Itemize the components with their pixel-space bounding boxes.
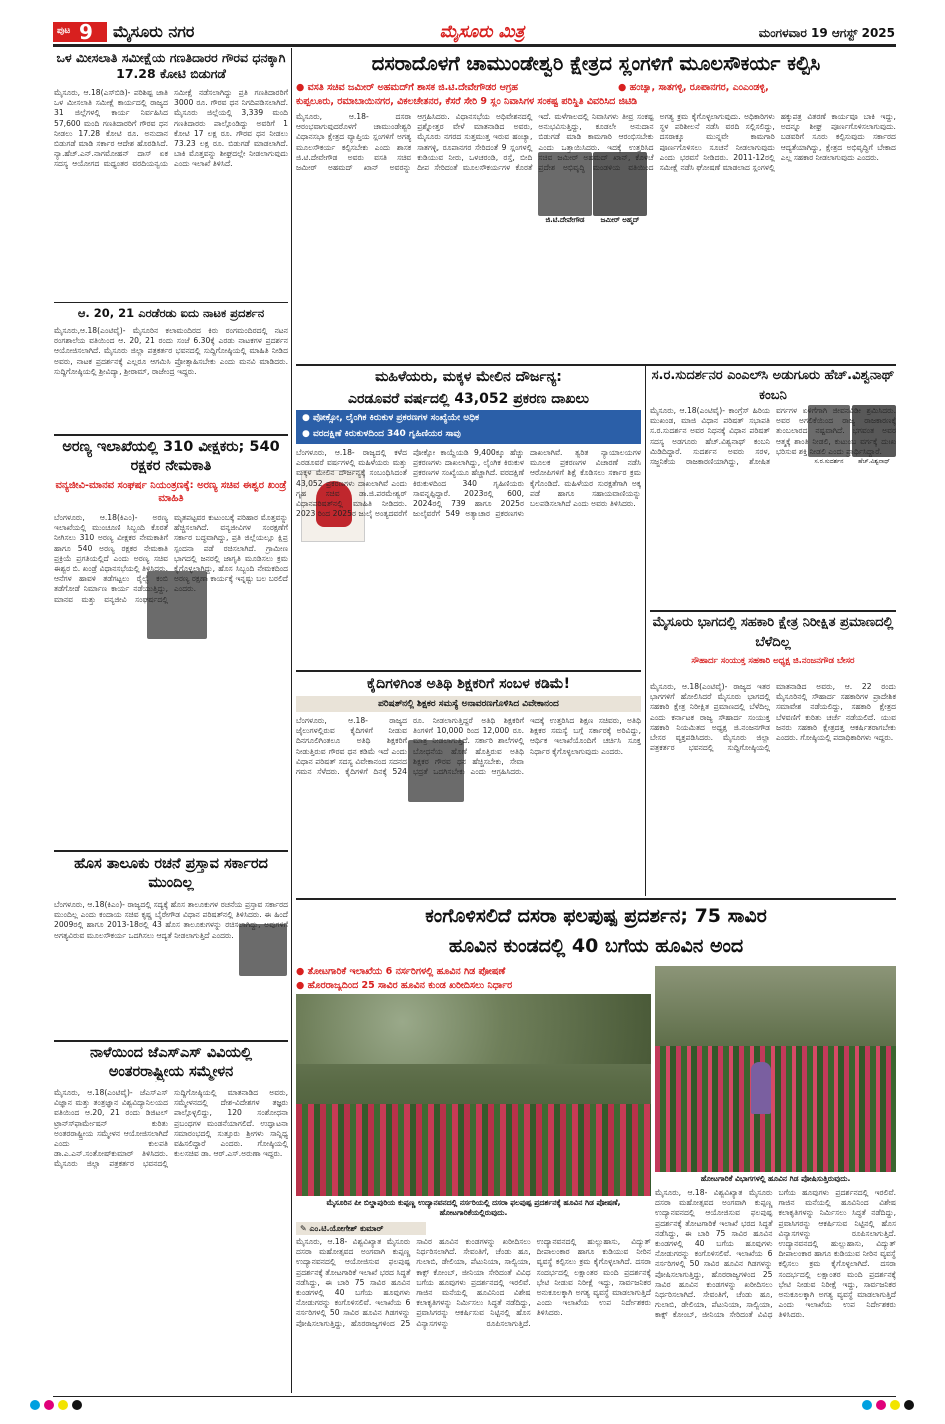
bullet-pocso <box>302 410 641 426</box>
divider <box>54 1040 288 1042</box>
flower-bullet-purchase <box>296 980 651 991</box>
story-subhead-forest: ವನ್ಯಜೀವಿ-ಮಾನವ ಸಂಘರ್ಷ ನಿಯಂತ್ರಣಕ್ಕೆ: ಅರಣ್ಯ ಸಚಿವ ಈಶ್ವರ ಖಂಡ್ರೆ ಮಾಹಿತಿ <box>55 480 287 504</box>
story-body-jss: ಮೈಸೂರು, ಆ.18(ಎಂಟಿವೈ)- ಜೆಎಸ್‍ಎಸ್ ವಿಜ್ಞಾನ ಮತ್ತು ತಂತ್ರಜ್ಞಾನ ವಿಶ್ವವಿದ್ಯಾನಿಲಯದ ವತಿಯಿಂದ ಆ.20, 21 ರಂದು ಡಿಜಿಟಲ್ ಟ್ರಾನ್ಸ್‍ಫಾರ್ಮೇಷನ್ ಕುರಿತು ಅಂತರರಾಷ್ಟ್ರೀಯ ಸಮ್ಮೇಳನ ಆಯೋಜಿಸಲಾಗಿದೆ ಎಂದು ಕುಲಪತಿ ಡಾ.ಎ.ಎನ್.ಸಂತೋಷ್‍ಕುಮಾರ್ ತಿಳಿಸಿದರು. ಮೈಸೂರು ಜಿಲ್ಲಾ ಪತ್ರಕರ್ತರ ಭವನದಲ್ಲಿ ಸುದ್ದಿಗೋಷ್ಠಿಯಲ್ಲಿ ಮಾತನಾಡಿದ ಅವರು, ಸಮ್ಮೇಳನದಲ್ಲಿ ದೇಶ-ವಿದೇಶಗಳ ತಜ್ಞರು ಪಾಲ್ಗೊಳ್ಳಲಿದ್ದು, 120 ಸಂಶೋಧನಾ ಪ್ರಬಂಧಗಳ ಮಂಡನೆಯಾಗಲಿದೆ. ಉದ್ಘಾಟನಾ ಸಮಾರಂಭದಲ್ಲಿ ಸುತ್ತೂರು ಶ್ರೀಗಳು ಸಾನ್ನಿಧ್ಯ ವಹಿಸಲಿದ್ದಾರೆ ಎಂದರು. ಗೋಷ್ಠಿಯಲ್ಲಿ ಕುಲಸಚಿವ ಡಾ. ಆರ್.ಎಸ್.ಅರುಣಾ ಇದ್ದರು. <box>54 1088 288 1169</box>
story-body-forest: ಬೆಂಗಳೂರು, ಆ.18(ಕಿಎಂ)- ಅರಣ್ಯ ಇಲಾಖೆಯಲ್ಲಿ ಮುಂಚೂಣಿ ಸಿಬ್ಬಂದಿ ಕೊರತೆ ನೀಗಿಸಲು 310 ಅರಣ್ಯ ವೀಕ್ಷಕರ ನೇಮಕಾತಿಗೆ ಹಾಗೂ 540 ಅರಣ್ಯ ರಕ್ಷಕರ ನೇಮಕಾತಿ ಪ್ರಕ್ರಿಯೆ ಪ್ರಗತಿಯಲ್ಲಿದೆ ಎಂದು ಅರಣ್ಯ ಸಚಿವ ಈಶ್ವರ ಬಿ. ಖಂಡ್ರೆ ವಿಧಾನಸಭೆಯಲ್ಲಿ ತಿಳಿಸಿದರು. ಆನೆಗಳ ಹಾವಳಿ ತಡೆಗಟ್ಟಲು ರೈಲ್ವೆ ಕಂಬಿ ತಡೆಗೋಡೆ ನಿರ್ಮಾಣ ಕಾರ್ಯ ನಡೆಯುತ್ತಿದ್ದು, ಮಾನವ ಮತ್ತು ವನ್ಯಜೀವಿ ಸಂಘರ್ಷದಲ್ಲಿ ಮೃತಪಟ್ಟವರ ಕುಟುಂಬಕ್ಕೆ ಪರಿಹಾರ ಮೊತ್ತವನ್ನು ಹೆಚ್ಚಿಸಲಾಗಿದೆ. ವನ್ಯಜೀವಿಗಳ ಸಂರಕ್ಷಣೆಗೆ ಸರ್ಕಾರ ಬದ್ಧವಾಗಿದ್ದು, ಪ್ರತಿ ಜಿಲ್ಲೆಯಲ್ಲೂ ಕ್ಷಿಪ್ರ ಸ್ಪಂದನಾ ಪಡೆ ರಚಿಸಲಾಗಿದೆ. ಗ್ರಾಮೀಣ ಭಾಗದಲ್ಲಿ ಜನರಲ್ಲಿ ಜಾಗೃತಿ ಮೂಡಿಸಲು ಕ್ರಮ ಕೈಗೊಳ್ಳಲಾಗಿದ್ದು, ಹೊಸ ಸಿಬ್ಬಂದಿ ನೇಮಕದಿಂದ ಅರಣ್ಯ ರಕ್ಷಣಾ ಕಾರ್ಯಕ್ಕೆ ಇನ್ನಷ್ಟು ಬಲ ಬರಲಿದೆ ಎಂದರು. <box>54 513 288 604</box>
column-divider-right <box>645 366 646 896</box>
bullet-text: ತೋಟಗಾರಿಕೆ ಇಲಾಖೆಯ 6 ನರ್ಸರಿಗಳಲ್ಲಿ ಹೂವಿನ ಗಿಡ ಪೋಷಣೆ <box>307 966 506 977</box>
story-body-obituary: ಮೈಸೂರು, ಆ.18(ಎಂಟಿವೈ)- ಕಾಂಗ್ರೆಸ್ ಹಿರಿಯ ಮುಖಂಡ, ಮಾಜಿ ವಿಧಾನ ಪರಿಷತ್ ಸಭಾಪತಿ ಸ.ರ.ಸುದರ್ಶನ ಅವರ ನಿಧನಕ್ಕೆ ವಿಧಾನ ಪರಿಷತ್ ಸದಸ್ಯ ಅಡಗೂರು ಹೆಚ್.ವಿಶ್ವನಾಥ್ ಕಂಬನಿ ಮಿಡಿದಿದ್ದಾರೆ. ಸುದರ್ಶನ ಅವರು ಸರಳ, ಸಜ್ಜನಿಕೆಯ ರಾಜಕಾರಣಿಯಾಗಿದ್ದು, ಶೋಷಿತ ವರ್ಗಗಳ ಏಳಿಗೆಗಾಗಿ ಜೀವನವಿಡೀ ಶ್ರಮಿಸಿದರು. ಅವರ ಅಗಲಿಕೆಯಿಂದ ರಾಜ್ಯ ರಾಜಕಾರಣಕ್ಕೆ ತುಂಬಲಾರದ ನಷ್ಟವಾಗಿದೆ. ಭಗವಂತ ಅವರ ಆತ್ಮಕ್ಕೆ ಶಾಂತಿ ನೀಡಲಿ, ಕುಟುಂಬ ವರ್ಗಕ್ಕೆ ದುಃಖ ಭರಿಸುವ ಶಕ್ತಿ ನೀಡಲಿ ಎಂದು ಪ್ರಾರ್ಥಿಸಿದ್ದಾರೆ. <box>650 406 896 467</box>
masthead-rule <box>53 44 896 47</box>
registration-mark-cyan <box>862 1400 872 1410</box>
bullet-text: ಹೊರರಾಜ್ಯದಿಂದ 25 ಸಾವಿರ ಹೂವಿನ ಕುಂಡ ಖರೀದಿಸಲು ನಿರ್ಧಾರ <box>307 980 513 991</box>
divider <box>54 434 288 436</box>
bullet-icon: ● <box>296 980 308 991</box>
story-headline-jss: ನಾಳೆಯಿಂದ ಜೆಎಸ್‍ಎಸ್ ವಿವಿಯಲ್ಲಿ ಅಂತರರಾಷ್ಟ್ರೀಯ ಸಮ್ಮೇಳನ <box>89 1045 253 1080</box>
registration-mark-magenta <box>876 1400 886 1410</box>
flower-bed <box>296 1104 651 1196</box>
bullet-text: ಹಂಚ್ಯಾ, ಸಾತಗಳ್ಳಿ, ರೂಪಾನಗರ, ಎಂಎಂಡಳ್ಳಿ, <box>629 82 769 93</box>
byline-name: ಎಂ.ಟಿ.ಯೋಗೇಶ್ ಕುಮಾರ್ <box>309 1224 384 1233</box>
page-number-badge <box>53 22 107 42</box>
story-headline-forest: ಅರಣ್ಯ ಇಲಾಖೆಯಲ್ಲಿ 310 ವೀಕ್ಷಕರು; 540 ರಕ್ಷಕರ ನೇಮಕಾತಿ <box>62 439 280 474</box>
bullet-icon: ● <box>302 429 313 439</box>
bullet-dowry-text: ವರದಕ್ಷಿಣೆ ಕಿರುಕುಳದಿಂದ 340 ಗೃಹಿಣಿಯರ ಸಾವು <box>313 429 461 439</box>
story-body-atrocity: ಬೆಂಗಳೂರು, ಆ.18- ರಾಜ್ಯದಲ್ಲಿ ಕಳೆದ ಎರಡೂವರೆ ವರ್ಷಗಳಲ್ಲಿ ಮಹಿಳೆಯರು ಮತ್ತು ಮಕ್ಕಳ ಮೇಲಿನ ದೌರ್ಜನ್ಯಕ್ಕೆ ಸಂಬಂಧಿಸಿದಂತೆ 43,052 ಪ್ರಕರಣಗಳು ದಾಖಲಾಗಿವೆ ಎಂದು ಗೃಹ ಸಚಿವ ಡಾ.ಜಿ.ಪರಮೇಶ್ವರ್ ವಿಧಾನಪರಿಷತ್‍ನಲ್ಲಿ ಮಾಹಿತಿ ನೀಡಿದರು. 2023 ರಿಂದ 2025ರ ಜುಲೈ ಅಂತ್ಯದವರೆಗೆ ಪೋಕ್ಸೋ ಕಾಯ್ದೆಯಡಿ 9,400ಕ್ಕೂ ಹೆಚ್ಚು ಪ್ರಕರಣಗಳು ದಾಖಲಾಗಿದ್ದು, ಲೈಂಗಿಕ ಕಿರುಕುಳ ಪ್ರಕರಣಗಳ ಸಂಖ್ಯೆಯೂ ಹೆಚ್ಚಾಗಿದೆ. ವರದಕ್ಷಿಣೆ ಕಿರುಕುಳದಿಂದ 340 ಗೃಹಿಣಿಯರು ಸಾವನ್ನಪ್ಪಿದ್ದಾರೆ. 2023ರಲ್ಲಿ 600, 2024ರಲ್ಲಿ 739 ಹಾಗೂ 2025ರ ಜುಲೈವರೆಗೆ 549 ಅತ್ಯಾಚಾರ ಪ್ರಕರಣಗಳು ದಾಖಲಾಗಿವೆ. ತ್ವರಿತ ನ್ಯಾಯಾಲಯಗಳ ಮೂಲಕ ಪ್ರಕರಣಗಳ ವಿಚಾರಣೆ ನಡೆಸಿ ಆರೋಪಿಗಳಿಗೆ ಶಿಕ್ಷೆ ಕೊಡಿಸಲು ಸರ್ಕಾರ ಕ್ರಮ ಕೈಗೊಂಡಿದೆ. ಮಹಿಳೆಯರ ಸುರಕ್ಷತೆಗಾಗಿ ಅಕ್ಕ ಪಡೆ ಹಾಗೂ ಸಹಾಯವಾಣಿಯನ್ನು ಬಲಪಡಿಸಲಾಗಿದೆ ಎಂದು ಅವರು ತಿಳಿಸಿದರು. <box>296 448 641 519</box>
worker-figure <box>751 1062 771 1114</box>
masthead <box>0 0 945 44</box>
lead-body-slum: ಮೈಸೂರು, ಆ.18- ದಸರಾ ಆರಂಭವಾಗುವುದರೊಳಗೆ ಚಾಮುಂಡೇಶ್ವರಿ ವಿಧಾನಸಭಾ ಕ್ಷೇತ್ರದ ವ್ಯಾಪ್ತಿಯ ಸ್ಲಂಗಳಿಗೆ ಅಗತ್ಯ ಮೂಲಸೌಕರ್ಯ ಕಲ್ಪಿಸಬೇಕು ಎಂದು ಶಾಸಕ ಜಿ.ಟಿ.ದೇವೇಗೌಡ ಅವರು ವಸತಿ ಸಚಿವ ಜಮೀರ್ ಅಹಮದ್ ಖಾನ್ ಅವರನ್ನು ಆಗ್ರಹಿಸಿದರು. ವಿಧಾನಸಭೆಯ ಅಧಿವೇಶನದಲ್ಲಿ ಪ್ರಶ್ನೋತ್ತರ ವೇಳೆ ಮಾತನಾಡಿದ ಅವರು, ಮೈಸೂರು ನಗರದ ಸುತ್ತಮುತ್ತ ಇರುವ ಹಂಚ್ಯಾ, ಸಾತಗಳ್ಳಿ, ರೂಪಾನಗರ ಸೇರಿದಂತೆ 9 ಸ್ಲಂಗಳಲ್ಲಿ ಕುಡಿಯುವ ನೀರು, ಒಳಚರಂಡಿ, ರಸ್ತೆ, ಬೀದಿ ದೀಪ ಸೇರಿದಂತೆ ಮೂಲಸೌಕರ್ಯಗಳ ಕೊರತೆ ಇದೆ. ಮಳೆಗಾಲದಲ್ಲಿ ನಿವಾಸಿಗಳು ತೀವ್ರ ಸಂಕಷ್ಟ ಅನುಭವಿಸುತ್ತಿದ್ದು, ಕೂಡಲೇ ಅನುದಾನ ಬಿಡುಗಡೆ ಮಾಡಿ ಕಾಮಗಾರಿ ಆರಂಭಿಸಬೇಕು ಎಂದು ಒತ್ತಾಯಿಸಿದರು. ಇದಕ್ಕೆ ಉತ್ತರಿಸಿದ ಸಚಿವ ಜಮೀರ್ ಅಹಮದ್ ಖಾನ್, ಕೊಳಚೆ ಪ್ರದೇಶ ಅಭಿವೃದ್ಧಿ ಮಂಡಳಿಯ ವತಿಯಿಂದ ಅಗತ್ಯ ಕ್ರಮ ಕೈಗೊಳ್ಳಲಾಗುವುದು. ಅಧಿಕಾರಿಗಳು ಸ್ಥಳ ಪರಿಶೀಲನೆ ನಡೆಸಿ ವರದಿ ಸಲ್ಲಿಸಲಿದ್ದು, ದಸರಾಕ್ಕೂ ಮುನ್ನವೇ ಕಾಮಗಾರಿ ಪೂರ್ಣಗೊಳಿಸಲು ಸೂಚನೆ ನೀಡಲಾಗುವುದು ಎಂದು ಭರವಸೆ ನೀಡಿದರು. 2011-12ರಲ್ಲಿ ಸಮೀಕ್ಷೆ ನಡೆಸಿ ಘೋಷಣೆ ಮಾಡಲಾದ ಸ್ಲಂಗಳಲ್ಲಿ ಹಕ್ಕುಪತ್ರ ವಿತರಣೆ ಕಾರ್ಯವೂ ಬಾಕಿ ಇದ್ದು, ಅದನ್ನೂ ಶೀಘ್ರ ಪೂರ್ಣಗೊಳಿಸಲಾಗುವುದು. ಬಡವರಿಗೆ ಸೂರು ಕಲ್ಪಿಸುವುದು ಸರ್ಕಾರದ ಆದ್ಯತೆಯಾಗಿದ್ದು, ಕ್ಷೇತ್ರದ ಅಭಿವೃದ್ಧಿಗೆ ಬೇಕಾದ ಎಲ್ಲ ಸಹಕಾರ ನೀಡಲಾಗುವುದು ಎಂದರು. <box>296 112 896 173</box>
divider <box>296 670 641 672</box>
story-subhead-guest-teachers: ಪರಿಷತ್‍ನಲ್ಲಿ ಶಿಕ್ಷಕರ ಸಮಸ್ಯೆ ಅನಾವರಣಗೊಳಿಸಿದ ವಿವೇಕಾನಂದ <box>296 696 641 712</box>
registration-mark-cyan <box>30 1400 40 1410</box>
bullet-icon: ● <box>296 966 308 977</box>
story-headline-drama: ಆ. 20, 21 ಎರಡೆರಡು ಐದು ನಾಟಕ ಪ್ರದರ್ಶನ <box>77 306 265 320</box>
tree-canopy <box>296 994 651 1064</box>
divider <box>650 610 896 612</box>
story-headline-cooperative: ಮೈಸೂರು ಭಾಗದಲ್ಲಿ ಸಹಕಾರಿ ಕ್ಷೇತ್ರ ನಿರೀಕ್ಷಿತ ಪ್ರಮಾಣದಲ್ಲಿ ಬೆಳೆದಿಲ್ಲ <box>652 615 894 650</box>
column-divider-left <box>291 48 292 1393</box>
divider <box>296 898 896 900</box>
story-body-guest-teachers: ಬೆಂಗಳೂರು, ಆ.18- ರಾಜ್ಯದ ಜೈಲುಗಳಲ್ಲಿರುವ ಕೈದಿಗಳಿಗೆ ನೀಡುವ ದಿನಗೂಲಿಗಿಂತಲೂ ಅತಿಥಿ ಶಿಕ್ಷಕರಿಗೆ ನೀಡುತ್ತಿರುವ ಗೌರವ ಧನ ಕಡಿಮೆ ಇದೆ ಎಂದು ವಿಧಾನ ಪರಿಷತ್ ಸದಸ್ಯ ವಿವೇಕಾನಂದ ಸದನದ ಗಮನ ಸೆಳೆದರು. ಕೈದಿಗಳಿಗೆ ದಿನಕ್ಕೆ 524 ರೂ. ನೀಡಲಾಗುತ್ತಿದ್ದರೆ ಅತಿಥಿ ಶಿಕ್ಷಕರಿಗೆ ತಿಂಗಳಿಗೆ 10,000 ರಿಂದ 12,000 ರೂ. ಮಾತ್ರ ನೀಡಲಾಗುತ್ತಿದೆ. ಸರ್ಕಾರಿ ಶಾಲೆಗಳಲ್ಲಿ ಬೋಧನೆಯ ಹೊಣೆ ಹೊತ್ತಿರುವ ಅತಿಥಿ ಶಿಕ್ಷಕರ ಗೌರವ ಧನ ಹೆಚ್ಚಿಸಬೇಕು, ಸೇವಾ ಭದ್ರತೆ ಒದಗಿಸಬೇಕು ಎಂದು ಆಗ್ರಹಿಸಿದರು. ಇದಕ್ಕೆ ಉತ್ತರಿಸಿದ ಶಿಕ್ಷಣ ಸಚಿವರು, ಅತಿಥಿ ಶಿಕ್ಷಕರ ಸಮಸ್ಯೆ ಬಗ್ಗೆ ಸರ್ಕಾರಕ್ಕೆ ಅರಿವಿದ್ದು, ಆರ್ಥಿಕ ಇಲಾಖೆಯೊಂದಿಗೆ ಚರ್ಚಿಸಿ ಸೂಕ್ತ ನಿರ್ಧಾರ ಕೈಗೊಳ್ಳಲಾಗುವುದು ಎಂದರು. <box>296 716 641 777</box>
byline <box>296 1222 426 1235</box>
bullet-text: ವಸತಿ ಸಚಿವ ಜಮೀರ್ ಅಹಮದ್‍ಗೆ ಶಾಸಕ ಜಿ.ಟಿ.ದೇವೇಗೌಡರ ಆಗ್ರಹ <box>307 82 518 93</box>
registration-mark-black <box>72 1400 82 1410</box>
headline-line-2: ಹೂವಿನ ಕುಂಡದಲ್ಲಿ 40 ಬಗೆಯ ಹೂವಿನ ಅಂದ <box>448 935 744 957</box>
divider <box>54 850 288 852</box>
story-body-cooperative: ಮೈಸೂರು, ಆ.18(ಎಂಟಿವೈ)- ರಾಜ್ಯದ ಇತರ ಭಾಗಗಳಿಗೆ ಹೋಲಿಸಿದರೆ ಮೈಸೂರು ಭಾಗದಲ್ಲಿ ಸಹಕಾರಿ ಕ್ಷೇತ್ರ ನಿರೀಕ್ಷಿತ ಪ್ರಮಾಣದಲ್ಲಿ ಬೆಳೆದಿಲ್ಲ ಎಂದು ಕರ್ನಾಟಕ ರಾಜ್ಯ ಸೌಹಾರ್ದ ಸಂಯುಕ್ತ ಸಹಕಾರಿ ನಿಯಮಿತದ ಅಧ್ಯಕ್ಷ ಜಿ.ನಂಜನಗೌಡ ಬೇಸರ ವ್ಯಕ್ತಪಡಿಸಿದರು. ಮೈಸೂರು ಜಿಲ್ಲಾ ಪತ್ರಕರ್ತರ ಭವನದಲ್ಲಿ ಸುದ್ದಿಗೋಷ್ಠಿಯಲ್ಲಿ ಮಾತನಾಡಿದ ಅವರು, ಆ. 22 ರಂದು ಮೈಸೂರಿನಲ್ಲಿ ಸೌಹಾರ್ದ ಸಹಕಾರಿಗಳ ಪ್ರಾದೇಶಿಕ ಸಮಾವೇಶ ನಡೆಯಲಿದ್ದು, ಸಹಕಾರಿ ಕ್ಷೇತ್ರದ ಬೆಳವಣಿಗೆ ಕುರಿತು ಚರ್ಚೆ ನಡೆಯಲಿದೆ. ಯುವ ಜನರು ಸಹಕಾರಿ ಕ್ಷೇತ್ರದತ್ತ ಆಕರ್ಷಿತರಾಗಬೇಕು ಎಂದರು. ಗೋಷ್ಠಿಯಲ್ಲಿ ಪದಾಧಿಕಾರಿಗಳು ಇದ್ದರು. <box>650 682 896 753</box>
nursery-photo-side <box>655 966 896 1172</box>
paper-logo: ಮೈಸೂರು ಮಿತ್ರ <box>439 22 525 42</box>
photo-caption-mla: ಜಿ.ಟಿ.ದೇವೇಗೌಡ <box>545 216 585 224</box>
headline-line-1: ಕಂಗೊಳಿಸಲಿದೆ ದಸರಾ ಫಲಪುಷ್ಪ ಪ್ರದರ್ಶನ; 75 ಸಾವಿರ <box>425 905 767 927</box>
bullet-dowry <box>302 426 641 442</box>
story-body-census: ಮೈಸೂರು, ಆ.18(ಎಸ್‍ಬಿಡಿ)- ಪರಿಶಿಷ್ಟ ಜಾತಿ ಒಳ ಮೀಸಲಾತಿ ಸಮೀಕ್ಷೆ ಕಾರ್ಯದಲ್ಲಿ ರಾಜ್ಯದ 31 ಜಿಲ್ಲೆಗಳಲ್ಲಿ ಕಾರ್ಯ ನಿರ್ವಹಿಸಿದ 57,600 ಮಂದಿ ಗಣತಿದಾರರಿಗೆ ಗೌರವ ಧನ ನೀಡಲು 17.28 ಕೋಟಿ ರೂ. ಅನುದಾನ ಬಿಡುಗಡೆ ಮಾಡಿ ಸರ್ಕಾರ ಆದೇಶ ಹೊರಡಿಸಿದೆ. ನ್ಯಾ.ಹೆಚ್.ಎನ್.ನಾಗಮೋಹನ್ ದಾಸ್ ಏಕ ಸದಸ್ಯ ಆಯೋಗದ ಮಧ್ಯಂತರ ವರದಿಯನ್ವಯ ಸಮೀಕ್ಷೆ ನಡೆಸಲಾಗಿದ್ದು ಪ್ರತಿ ಗಣತಿದಾರರಿಗೆ 3000 ರೂ. ಗೌರವ ಧನ ನಿಗದಿಪಡಿಸಲಾಗಿದೆ. ಮೈಸೂರು ಜಿಲ್ಲೆಯಲ್ಲಿ 3,339 ಮಂದಿ ಗಣತಿದಾರರು ಪಾಲ್ಗೊಂಡಿದ್ದು ಅವರಿಗೆ 1 ಕೋಟಿ 17 ಲಕ್ಷ ರೂ. ಗೌರವ ಧನ ನೀಡಲು 73.23 ಲಕ್ಷ ರೂ. ಬಿಡುಗಡೆ ಮಾಡಲಾಗಿದೆ. ಬಾಕಿ ಮೊತ್ತವನ್ನು ಶೀಘ್ರದಲ್ಲೇ ನೀಡಲಾಗುವುದು ಎಂದು ಇಲಾಖೆ ತಿಳಿಸಿದೆ. <box>54 88 288 169</box>
photo-caption-nursery: ಮೈಸೂರಿನ ಪೀ ಬಿಲ್ಡಾಪುರಿಯ ಕುಪ್ಪಣ್ಣ ಉದ್ಯಾನವನದಲ್ಲಿ ನರ್ಸರಿಯಲ್ಲಿ ದಸರಾ ಫಲಪುಷ್ಪ ಪ್ರದರ್ಶನಕ್ಕೆ ಹೂವಿನ ಗಿಡ ಪೋಷಣೆ, ಹೋಟಗಾರಿಕೆಯಲ್ಲಿರುವುದು. <box>326 1198 621 1217</box>
photo-caption-minister: ಜಮೀರ್ ಅಹ್ಮದ್ <box>600 216 640 224</box>
flower-rows <box>655 1046 896 1172</box>
story-body-flower-show-cont <box>655 1188 896 1393</box>
headline-line-2: ಎರಡೂವರೆ ವರ್ಷದಲ್ಲಿ 43,052 ಪ್ರಕರಣ ದಾಖಲು <box>347 391 590 407</box>
issue-date: ಮಂಗಳವಾರ 19 ಆಗಸ್ಟ್ 2025 <box>758 26 895 40</box>
bullet-pocso-text: ಪೋಕ್ಸೋ, ಲೈಂಗಿಕ ಕಿರುಕುಳ ಪ್ರಕರಣಗಳ ಸಂಖ್ಯೆಯೇ ಅಧಿಕ <box>313 413 480 423</box>
story-body-drama: ಮೈಸೂರು,ಆ.18(ಎಂಟಿವೈ)- ಮೈಸೂರಿನ ಕಲಾಮಂದಿರದ ಕಿರು ರಂಗಮಂದಿರದಲ್ಲಿ ನಟನ ರಂಗಶಾಲೆಯ ವತಿಯಿಂದ ಆ. 20, 21 ರಂದು ಸಂಜೆ 6.30ಕ್ಕೆ ಎರಡು ನಾಟಕಗಳ ಪ್ರದರ್ಶನ ಆಯೋಜಿಸಲಾಗಿದೆ. ಮೈಸೂರು ಜಿಲ್ಲಾ ಪತ್ರಕರ್ತರ ಭವನದಲ್ಲಿ ಸುದ್ದಿಗೋಷ್ಠಿಯಲ್ಲಿ ಮಾಹಿತಿ ನೀಡಿದ ಅವರು, ನಾಟಕ ಪ್ರದರ್ಶನಕ್ಕೆ ಎಲ್ಲರೂ ಆಗಮಿಸಿ ಪ್ರೋತ್ಸಾಹಿಸಬೇಕು ಎಂದು ಮನವಿ ಮಾಡಿದರು. ಸುದ್ದಿಗೋಷ್ಠಿಯಲ್ಲಿ ಶ್ರೀವಿದ್ಯಾ, ಶ್ರೀರಾಮ್, ರಾಜೇಂದ್ರ ಇದ್ದರು. <box>54 326 288 376</box>
photo-caption-sudarshan: ಸ.ರ.ಸುದರ್ಶನ <box>814 458 844 465</box>
pen-icon: ✎ <box>300 1224 310 1233</box>
photo-caption-vishwanath: ಹೆಚ್.ವಿಶ್ವನಾಥ್ <box>858 458 890 465</box>
lead-headline-slum: ದಸರಾದೊಳಗೆ ಚಾಮುಂಡೇಶ್ವರಿ ಕ್ಷೇತ್ರದ ಸ್ಲಂಗಳಿಗೆ ಮೂಲಸೌಕರ್ಯ ಕಲ್ಪಿಸಿ <box>371 52 821 75</box>
nursery-photo-main <box>296 994 651 1196</box>
page-number: 9 <box>79 20 93 44</box>
story-headline-taluk: ಹೊಸ ತಾಲೂಕು ರಚನೆ ಪ್ರಸ್ತಾವ ಸರ್ಕಾರದ ಮುಂದಿಲ್ಲ <box>74 856 268 891</box>
story-headline-flower-show <box>296 901 896 961</box>
registration-mark-magenta <box>44 1400 54 1410</box>
registration-mark-black <box>904 1400 914 1410</box>
lead-bullet-left <box>296 82 614 93</box>
flower-bullet-nursery <box>296 966 651 977</box>
story-headline-obituary: ಸ.ರ.ಸುದರ್ಶನರ ಎಂಎಲ್‍ಸಿ ಅಡುಗೂರು ಹೆಚ್.ವಿಶ್ವನಾಥ್ ಕಂಬನಿ <box>651 368 895 403</box>
story-body-taluk: ಬೆಂಗಳೂರು, ಆ.18(ಕಿಎಂ)- ರಾಜ್ಯದಲ್ಲಿ ಸದ್ಯಕ್ಕೆ ಹೊಸ ತಾಲೂಕುಗಳ ರಚನೆಯ ಪ್ರಸ್ತಾವ ಸರ್ಕಾರದ ಮುಂದಿಲ್ಲ ಎಂದು ಕಂದಾಯ ಸಚಿವ ಕೃಷ್ಣ ಬೈರೇಗೌಡ ವಿಧಾನ ಪರಿಷತ್‍ನಲ್ಲಿ ತಿಳಿಸಿದರು. ಈ ಹಿಂದೆ 2009ರಲ್ಲಿ ಹಾಗೂ 2013-18ರಲ್ಲಿ 43 ಹೊಸ ತಾಲೂಕುಗಳನ್ನು ರಚಿಸಲಾಗಿದ್ದು, ಅವುಗಳಿಗೆ ಅಗತ್ಯವಿರುವ ಮೂಲಸೌಕರ್ಯ ಒದಗಿಸಲು ಆದ್ಯತೆ ನೀಡಲಾಗುತ್ತಿದೆ ಎಂದರು. <box>54 900 288 940</box>
lead-bullet-right <box>618 82 896 93</box>
bullet-icon: ● <box>302 413 313 423</box>
registration-mark-yellow <box>58 1400 68 1410</box>
bullet-icon: ● <box>296 82 305 93</box>
story-subhead-cooperative: ಸೌಹಾರ್ದ ಸಂಯುಕ್ತ ಸಹಕಾರಿ ಅಧ್ಯಕ್ಷ ಜಿ.ನಂಜನಗೌಡ ಬೇಸರ <box>691 656 855 666</box>
divider <box>54 302 288 303</box>
story-continuation: ಮೈಸೂರು, ಆ.18- ವಿಶ್ವವಿಖ್ಯಾತ ಮೈಸೂರು ದಸರಾ ಮಹೋತ್ಸವದ ಅಂಗವಾಗಿ ಕುಪ್ಪಣ್ಣ ಉದ್ಯಾನವನದಲ್ಲಿ ಆಯೋಜಿಸುವ ಫಲಪುಷ್ಪ ಪ್ರದರ್ಶನಕ್ಕೆ ತೋಟಗಾರಿಕೆ ಇಲಾಖೆ ಭರದ ಸಿದ್ಧತೆ ನಡೆಸಿದ್ದು, ಈ ಬಾರಿ 75 ಸಾವಿರ ಹೂವಿನ ಕುಂಡಗಳಲ್ಲಿ 40 ಬಗೆಯ ಹೂವುಗಳು ನೋಡುಗರನ್ನು ಕಂಗೊಳಿಸಲಿವೆ. ಇಲಾಖೆಯ 6 ನರ್ಸರಿಗಳಲ್ಲಿ 50 ಸಾವಿರ ಹೂವಿನ ಗಿಡಗಳನ್ನು ಪೋಷಿಸಲಾಗುತ್ತಿದ್ದು, ಹೊರರಾಜ್ಯಗಳಿಂದ 25 ಸಾವಿರ ಹೂವಿನ ಕುಂಡಗಳನ್ನು ಖರೀದಿಸಲು ನಿರ್ಧರಿಸಲಾಗಿದೆ. ಸೇವಂತಿಗೆ, ಚೆಂಡು ಹೂ, ಗುಲಾಬಿ, ಡೇಲಿಯಾ, ಪೆಟುನಿಯಾ, ಸಾಲ್ವಿಯಾ, ಕಾಕ್ಸ್ ಕೋಂಬ್, ಜೀನಿಯಾ ಸೇರಿದಂತೆ ವಿವಿಧ ಬಗೆಯ ಹೂವುಗಳು ಪ್ರದರ್ಶನದಲ್ಲಿ ಇರಲಿವೆ. ಗಾಜಿನ ಮನೆಯಲ್ಲಿ ಹೂವಿನಿಂದ ವಿಶೇಷ ಕಲಾಕೃತಿಗಳನ್ನು ನಿರ್ಮಿಸಲು ಸಿದ್ಧತೆ ನಡೆದಿದ್ದು, ಪ್ರವಾಸಿಗರನ್ನು ಆಕರ್ಷಿಸುವ ನಿಟ್ಟಿನಲ್ಲಿ ಹೊಸ ವಿನ್ಯಾಸಗಳನ್ನು ರೂಪಿಸಲಾಗುತ್ತಿದೆ. ಉದ್ಯಾನವನದಲ್ಲಿ ಹುಲ್ಲುಹಾಸು, ವಿದ್ಯುತ್ ದೀಪಾಲಂಕಾರ ಹಾಗೂ ಕುಡಿಯುವ ನೀರಿನ ವ್ಯವಸ್ಥೆ ಕಲ್ಪಿಸಲು ಕ್ರಮ ಕೈಗೊಳ್ಳಲಾಗಿದೆ. ದಸರಾ ಸಂದರ್ಭದಲ್ಲಿ ಲಕ್ಷಾಂತರ ಮಂದಿ ಪ್ರದರ್ಶನಕ್ಕೆ ಭೇಟಿ ನೀಡುವ ನಿರೀಕ್ಷೆ ಇದ್ದು, ಸಾರ್ವಜನಿಕರ ಅನುಕೂಲಕ್ಕಾಗಿ ಅಗತ್ಯ ವ್ಯವಸ್ಥೆ ಮಾಡಲಾಗುತ್ತಿದೆ ಎಂದು ಇಲಾಖೆಯ ಉಪ ನಿರ್ದೇಶಕರು ತಿಳಿಸಿದರು. <box>655 1188 896 1320</box>
photo-caption-gardener: ಹೋಟಗಾರಿಕೆ ವಿಭಾಗಗಳಲ್ಲಿ ಹೂವಿನ ಗಿಡ ಪೋಷಿಸುತ್ತಿರುವುದು. <box>700 1174 851 1183</box>
story-headline-census: ಒಳ ಮೀಸಲಾತಿ ಸಮೀಕ್ಷೆಯ ಗಣತಿದಾರರ ಗೌರವ ಧನಕ್ಕಾಗಿ 17.28 ಕೋಟಿ ಬಿಡುಗಡೆ <box>56 50 286 81</box>
registration-mark-yellow <box>890 1400 900 1410</box>
footer-rule <box>53 1396 896 1397</box>
lead-bullet-cont: ಕುಪ್ಪಲೂರು, ರಮಾಬಾಯಿನಗರ, ವಿಕಲಚೇತನರ, ಕೆಸರೆ ಸೇರಿ 9 ಸ್ಲಂ ನಿವಾಸಿಗಳ ಸಂಕಷ್ಟ ಪರಿಸ್ಥಿತಿ ವಿವರಿಸಿದ ಜಿಟಿಡಿ <box>296 96 638 107</box>
story-headline-guest-teachers: ಕೈದಿಗಳಿಗಿಂತ ಅತಿಥಿ ಶಿಕ್ಷಕರಿಗೆ ಸಂಬಳ ಕಡಿಮೆ! <box>366 676 571 692</box>
story-body-flower-show: ಮೈಸೂರು, ಆ.18- ವಿಶ್ವವಿಖ್ಯಾತ ಮೈಸೂರು ದಸರಾ ಮಹೋತ್ಸವದ ಅಂಗವಾಗಿ ಕುಪ್ಪಣ್ಣ ಉದ್ಯಾನವನದಲ್ಲಿ ಆಯೋಜಿಸುವ ಫಲಪುಷ್ಪ ಪ್ರದರ್ಶನಕ್ಕೆ ತೋಟಗಾರಿಕೆ ಇಲಾಖೆ ಭರದ ಸಿದ್ಧತೆ ನಡೆಸಿದ್ದು, ಈ ಬಾರಿ 75 ಸಾವಿರ ಹೂವಿನ ಕುಂಡಗಳಲ್ಲಿ 40 ಬಗೆಯ ಹೂವುಗಳು ನೋಡುಗರನ್ನು ಕಂಗೊಳಿಸಲಿವೆ. ಇಲಾಖೆಯ 6 ನರ್ಸರಿಗಳಲ್ಲಿ 50 ಸಾವಿರ ಹೂವಿನ ಗಿಡಗಳನ್ನು ಪೋಷಿಸಲಾಗುತ್ತಿದ್ದು, ಹೊರರಾಜ್ಯಗಳಿಂದ 25 ಸಾವಿರ ಹೂವಿನ ಕುಂಡಗಳನ್ನು ಖರೀದಿಸಲು ನಿರ್ಧರಿಸಲಾಗಿದೆ. ಸೇವಂತಿಗೆ, ಚೆಂಡು ಹೂ, ಗುಲಾಬಿ, ಡೇಲಿಯಾ, ಪೆಟುನಿಯಾ, ಸಾಲ್ವಿಯಾ, ಕಾಕ್ಸ್ ಕೋಂಬ್, ಜೀನಿಯಾ ಸೇರಿದಂತೆ ವಿವಿಧ ಬಗೆಯ ಹೂವುಗಳು ಪ್ರದರ್ಶನದಲ್ಲಿ ಇರಲಿವೆ. ಗಾಜಿನ ಮನೆಯಲ್ಲಿ ಹೂವಿನಿಂದ ವಿಶೇಷ ಕಲಾಕೃತಿಗಳನ್ನು ನಿರ್ಮಿಸಲು ಸಿದ್ಧತೆ ನಡೆದಿದ್ದು, ಪ್ರವಾಸಿಗರನ್ನು ಆಕರ್ಷಿಸುವ ನಿಟ್ಟಿನಲ್ಲಿ ಹೊಸ ವಿನ್ಯಾಸಗಳನ್ನು ರೂಪಿಸಲಾಗುತ್ತಿದೆ. ಉದ್ಯಾನವನದಲ್ಲಿ ಹುಲ್ಲುಹಾಸು, ವಿದ್ಯುತ್ ದೀಪಾಲಂಕಾರ ಹಾಗೂ ಕುಡಿಯುವ ನೀರಿನ ವ್ಯವಸ್ಥೆ ಕಲ್ಪಿಸಲು ಕ್ರಮ ಕೈಗೊಳ್ಳಲಾಗಿದೆ. ದಸರಾ ಸಂದರ್ಭದಲ್ಲಿ ಲಕ್ಷಾಂತರ ಮಂದಿ ಪ್ರದರ್ಶನಕ್ಕೆ ಭೇಟಿ ನೀಡುವ ನಿರೀಕ್ಷೆ ಇದ್ದು, ಸಾರ್ವಜನಿಕರ ಅನುಕೂಲಕ್ಕಾಗಿ ಅಗತ್ಯ ವ್ಯವಸ್ಥೆ ಮಾಡಲಾಗುತ್ತಿದೆ ಎಂದು ಇಲಾಖೆಯ ಉಪ ನಿರ್ದೇಶಕರು ತಿಳಿಸಿದರು. <box>296 1237 651 1328</box>
headline-line-1: ಮಹಿಳೆಯರು, ಮಕ್ಕಳ ಮೇಲಿನ ದೌರ್ಜನ್ಯ: <box>375 369 562 385</box>
bullet-icon: ● <box>618 82 627 93</box>
atrocity-bullets <box>296 410 641 444</box>
story-headline-atrocity <box>296 366 641 410</box>
section-name: ಮೈಸೂರು ನಗರ <box>113 22 195 41</box>
page-label: ಪುಟ <box>57 26 71 36</box>
